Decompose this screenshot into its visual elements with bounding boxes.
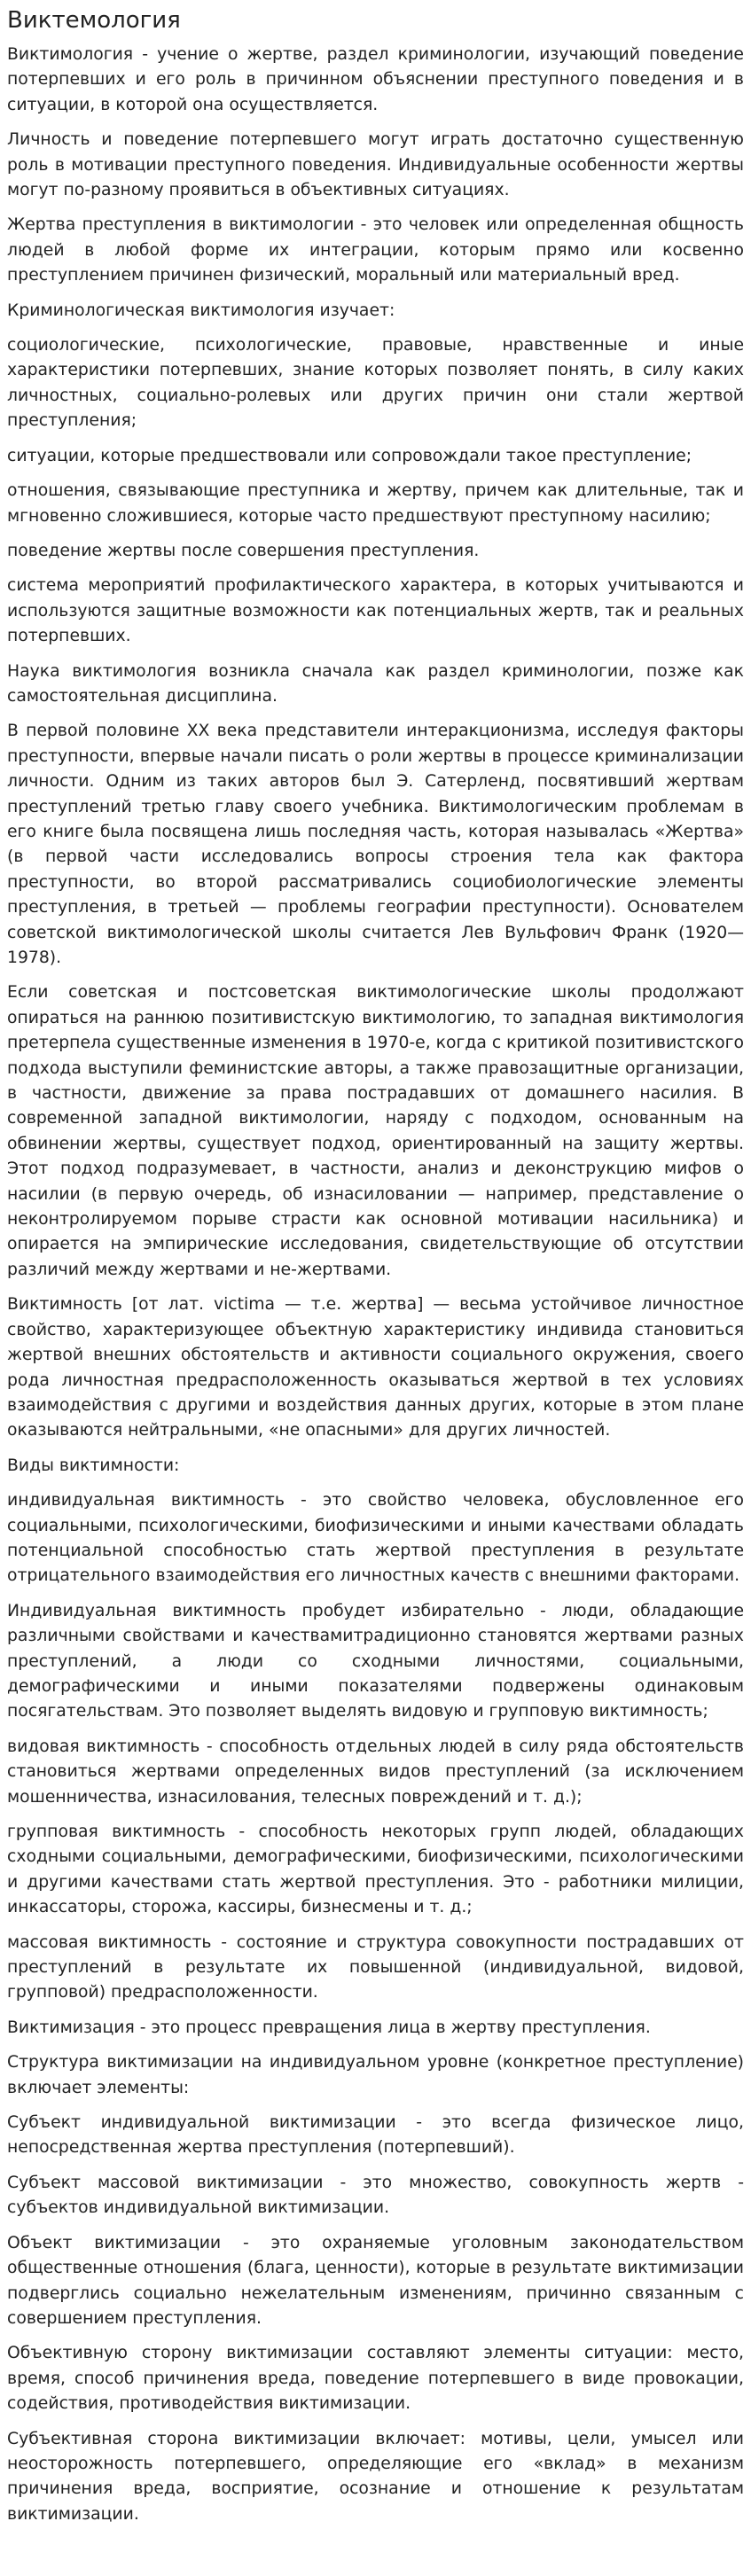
- paragraph: Если советская и постсоветская виктимологические школы продолжают опираться на раннюю позитивистскую виктимологию, то западная виктимология претерпела существенные изменения в 1970-е, когда с критикой позитивистского подхода выступили феминистские авторы, а также правозащитные организации, в частности, движение за права пострадавших от домашнего насилия. В современной западной виктимологии, наряду с подходом, основанным на обвинении жертвы, существует подход, ориентированный на защиту жертвы. Этот подход подразумевает, в частности, анализ и деконструкцию мифов о насилии (в первую очередь, об изнасиловании — например, представление о неконтролируемом порыве страсти как основной мотивации насильника) и опирается на эмпирические исследования, свидетельствующие об отсутствии различий между жертвами и не-жертвами.: [7, 983, 744, 1279]
- paragraph: Виктимность [от лат. victima — т.е. жертва] — весьма устойчивое личностное свойство, характеризующее объектную характеристику индивида становиться жертвой внешних обстоятельств и активности социального окружения, своего рода личностная предрасположенность оказываться жертвой в тех условиях взаимодействия с другими и воздействия данных других, которые в этом плане оказываются нейтральными, «не опасными» для других личностей.: [7, 1295, 744, 1440]
- paragraph: Наука виктимология возникла сначала как раздел криминологии, позже как самостоятельная дисциплина.: [7, 661, 744, 706]
- paragraph: отношения, связывающие преступника и жертву, причем как длительные, так и мгновенно сложившиеся, которые часто предшествуют преступному насилию;: [7, 481, 744, 526]
- paragraph: массовая виктимность - состояние и структура совокупности пострадавших от преступлений в результате их повышенной (индивидуальной, видовой, групповой) предрасположенности.: [7, 1932, 744, 2002]
- paragraph: система мероприятий профилактического характера, в которых учитываются и используются защитные возможности как потенциальных жертв, так и реальных потерпевших.: [7, 576, 744, 646]
- paragraph: Виктимизация - это процесс превращения лица в жертву преступления.: [7, 2018, 651, 2037]
- paragraph: В первой половине XX века представители интеракционизма, исследуя факторы преступности, впервые начали писать о роли жертвы в процессе криминализации личности. Одним из таких авторов был Э. Сатерленд, посвятивший жертвам преступлений третью главу своего учебника. Виктимологическим проблемам в его книге была посвящена лишь последняя часть, которая называлась «Жертва» (в первой части исследовались вопросы строения тела как фактора преступности, во второй рассматривались социобиологические элементы преступления, в третьей — проблемы географии преступности). Основателем советской виктимологической школы считается Лев Вульфович Франк (1920—1978).: [7, 722, 744, 967]
- paragraph: Структура виктимизации на индивидуальном уровне (конкретное преступление) включает элементы:: [7, 2053, 744, 2097]
- paragraph: Объект виктимизации - это охраняемые уголовным законодательством общественные отношения (блага, ценности), которые в результате виктимизации подверглись социально нежелательным изменениям, причинно связанным с совершением преступления.: [7, 2233, 744, 2328]
- article-body: [7, 43, 744, 2527]
- paragraph: индивидуальная виктимность - это свойство человека, обусловленное его социальными, психологическими, биофизическими и иными качествами обладать потенциальной способностью стать жертвой преступления в результате отрицательного взаимодействия его личностных качеств с внешними факторами.: [7, 1491, 744, 1586]
- paragraph: Виктимология - учение о жертве, раздел криминологии, изучающий поведение потерпевших и его роль в причинном объяснении преступного поведения и в ситуации, в которой она осуществляется.: [7, 45, 744, 114]
- paragraph: Личность и поведение потерпевшего могут играть достаточно существенную роль в мотивации преступного поведения. Индивидуальные особенности жертвы могут по-разному проявиться в объективных ситуациях.: [7, 130, 744, 200]
- paragraph: Индивидуальная виктимность пробудет избирательно - люди, обладающие различными свойствами и качествамитрадиционно становятся жертвами разных преступлений, а люди со сходными личностями, социальными, демографическими и иными показателями подвержены одинаковым посягательствам. Это позволяет выделять видовую и групповую виктимность;: [7, 1601, 744, 1721]
- paragraph: социологические, психологические, правовые, нравственные и иные характеристики потерпевших, знание которых позволяет понять, в силу каких личностных, социально-ролевых или других причин они стали жертвой преступления;: [7, 336, 744, 431]
- paragraph: Субъективная сторона виктимизации включает: мотивы, цели, умысел или неосторожность потерпевшего, определяющие его «вклад» в механизм причинения вреда, восприятие, осознание и отношение к результатам виктимизации.: [7, 2429, 744, 2524]
- paragraph: групповая виктимность - способность некоторых групп людей, обладающих сходными социальными, демографическими, биофизическими, психологическими и другими качествами стать жертвой преступления. Это - работники милиции, инкассаторы, сторожа, кассиры, бизнесмены и т. д.;: [7, 1823, 744, 1917]
- paragraph: Жертва преступления в виктимологии - это человек или определенная общность людей в любой форме их интеграции, которым прямо или косвенно преступлением причинен физический, моральный или материальный вред.: [7, 215, 744, 285]
- page-title: Виктемология: [7, 7, 181, 34]
- paragraph: ситуации, которые предшествовали или сопровождали такое преступление;: [7, 446, 692, 465]
- paragraph: поведение жертвы после совершения преступления.: [7, 541, 480, 560]
- paragraph: видовая виктимность - способность отдельных людей в силу ряда обстоятельств становиться жертвами определенных видов преступлений (за исключением мошенничества, изнасилования, телесных повреждений и т. д.);: [7, 1737, 744, 1807]
- paragraph: Объективную сторону виктимизации составляют элементы ситуации: место, время, способ причинения вреда, поведение потерпевшего в виде провокации, содействия, противодействия виктимизации.: [7, 2344, 744, 2414]
- paragraph: Криминологическая виктимология изучает:: [7, 301, 395, 320]
- paragraph: Субъект индивидуальной виктимизации - это всегда физическое лицо, непосредственная жертва преступления (потерпевший).: [7, 2113, 744, 2158]
- paragraph: Субъект массовой виктимизации - это множество, совокупность жертв - субъектов индивидуальной виктимизации.: [7, 2173, 744, 2218]
- paragraph: Виды виктимности:: [7, 1456, 180, 1475]
